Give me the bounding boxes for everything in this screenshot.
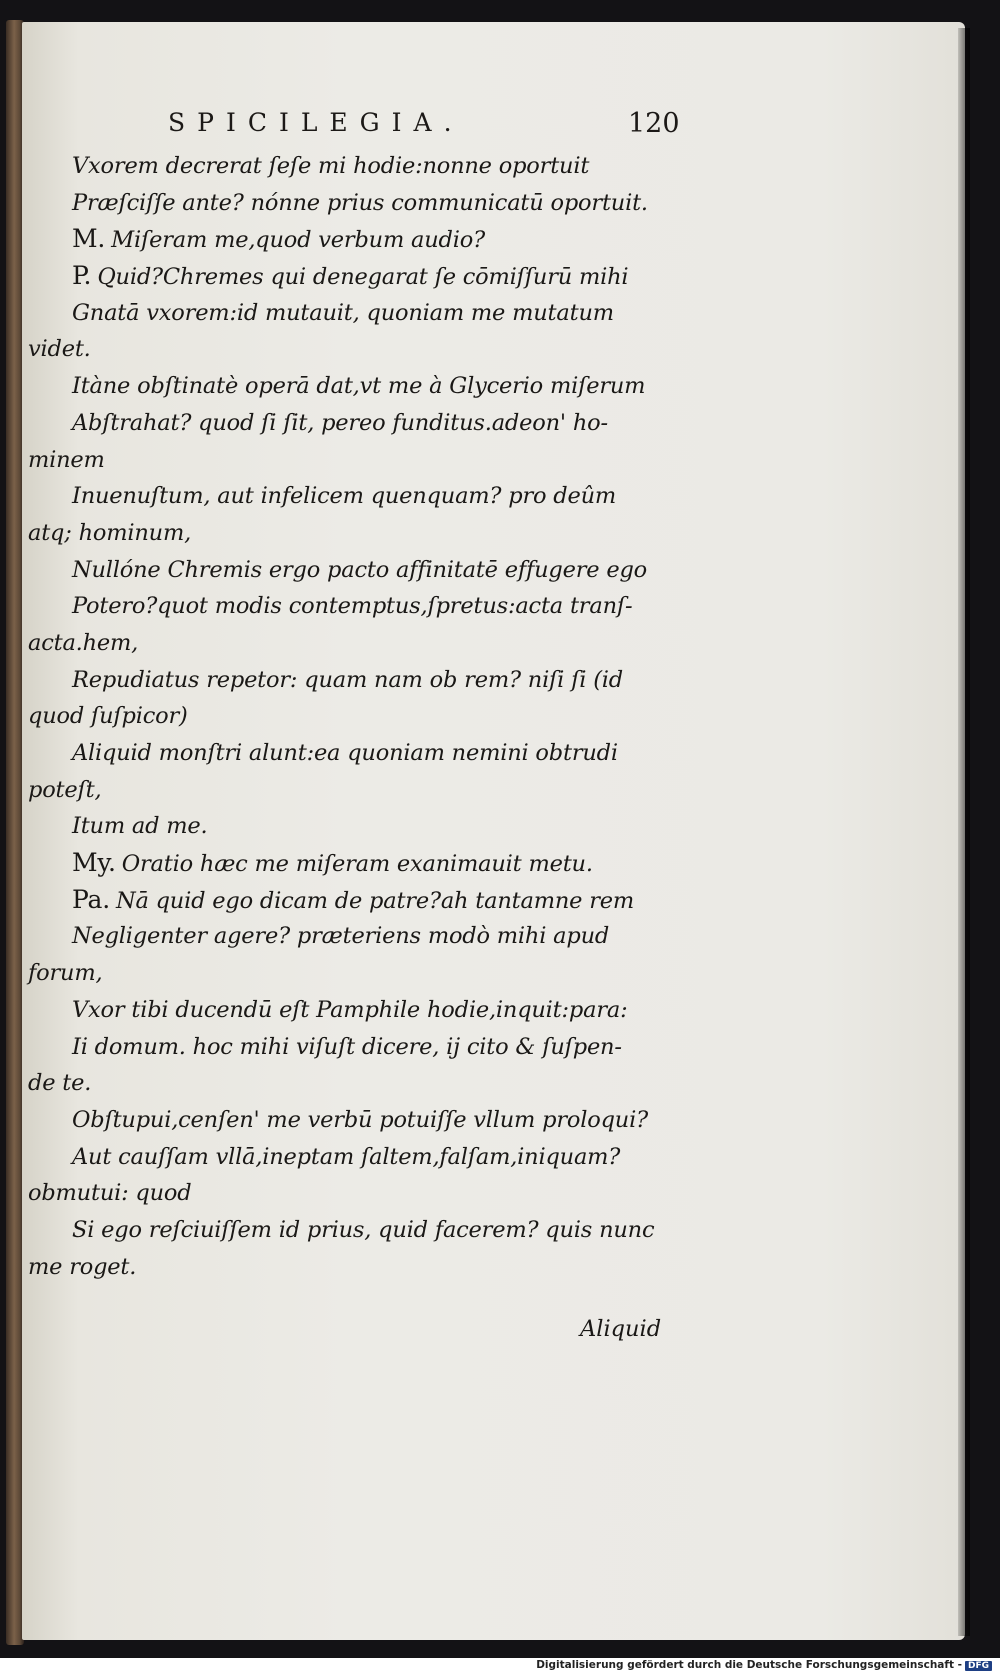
text-line (28, 918, 678, 955)
text-line (28, 698, 678, 735)
text-line (28, 845, 678, 882)
line-text: Oratio hæc me miſeram exanimauit metu. (121, 851, 593, 878)
text-line (28, 1102, 678, 1139)
text-line (28, 662, 678, 699)
line-text: atq; hominum, (28, 519, 192, 546)
text-line (28, 221, 678, 258)
text-line (28, 1212, 678, 1249)
line-text: acta.hem, (28, 629, 139, 656)
line-text: Repudiatus repetor: quam nam ob rem? niſi ſi (id (72, 666, 623, 693)
line-text: me roget. (28, 1253, 137, 1280)
line-text: Aut cauſſam vllā,ineptam ſaltem,falſam,iniquam? (72, 1143, 621, 1170)
text-line (28, 882, 678, 919)
line-text: Gnatā vxorem:id mutauit, quoniam me mutatum (72, 299, 614, 326)
line-text: Inuenuſtum, aut infelicem quenquam? pro deûm (72, 483, 617, 510)
line-text: obmutui: quod (28, 1180, 192, 1207)
line-text: Vxorem decrerat ſeſe mi hodie:nonne oportuit (72, 153, 590, 179)
footer-credit: Digitalisierung gefördert durch die Deutsche Forschungsgemeinschaft - (536, 1659, 962, 1671)
text-line (28, 442, 678, 479)
text-line (28, 552, 678, 589)
line-text: Nā quid ego dicam de patre?ah tantamne rem (115, 887, 634, 914)
text-line (28, 735, 678, 772)
line-text: Itum ad me. (72, 813, 208, 840)
text-line (28, 478, 678, 515)
page-number: 120 (628, 108, 680, 139)
text-line (28, 625, 678, 662)
line-text: poteſt, (28, 776, 102, 803)
speaker-label: My. (72, 848, 116, 878)
text-line (28, 992, 678, 1029)
line-text: Vxor tibi ducendū eſt Pamphile hodie,inquit:para: (72, 996, 628, 1023)
line-text: de te. (28, 1070, 92, 1097)
line-text: Obſtupui,cenſen' me verbū potuiſſe vllum proloqui? (72, 1106, 648, 1133)
running-head (168, 108, 680, 140)
text-line (28, 258, 678, 295)
text-line (28, 1139, 678, 1176)
text-line (28, 772, 678, 809)
dfg-logo: DFG (965, 1661, 992, 1671)
line-text: Si ego reſciuiſſem id prius, quid facerem? quis nunc (72, 1216, 655, 1243)
running-head-title: SPICILEGIA. (168, 108, 464, 137)
text-line (28, 148, 678, 185)
text-line (28, 1065, 678, 1102)
line-text: Ii domum. hoc mihi viſuſt dicere, ij cito & ſuſpen- (72, 1033, 622, 1060)
line-text: Quid?Chremes qui denegarat ſe cōmiſſurū mihi (97, 264, 629, 291)
speaker-label: Pa. (72, 884, 110, 914)
line-text: Potero?quot modis contemptus,ſpretus:acta tranſ- (72, 593, 633, 620)
speaker-label: P. (72, 261, 92, 291)
line-text: Abſtrahat? quod ſi ſit, pereo funditus.adeon' ho- (72, 409, 608, 436)
speaker-label: M. (72, 224, 106, 254)
page-edge-shadow (958, 28, 970, 1636)
text-line (28, 331, 678, 368)
line-text: Præſciſſe ante? nónne prius communicatū oportuit. (72, 189, 648, 216)
text-block (28, 148, 678, 1285)
line-text: Nullóne Chremis ergo pacto affinitatē effugere ego (72, 556, 648, 583)
text-line (28, 808, 678, 845)
text-line (28, 588, 678, 625)
line-text: forum, (28, 960, 103, 987)
text-line (28, 185, 678, 222)
text-line (28, 955, 678, 992)
line-text: videt. (28, 336, 91, 363)
text-line (28, 1029, 678, 1066)
text-line (28, 1249, 678, 1286)
text-line (28, 515, 678, 552)
line-text: Miſeram me,quod verbum audio? (111, 227, 485, 254)
line-text: quod ſuſpicor) (28, 703, 188, 730)
text-line (28, 1175, 678, 1212)
line-text: minem (28, 446, 105, 473)
line-text: Negligenter agere? præteriens modò mihi apud (72, 923, 610, 950)
text-line (28, 368, 678, 405)
text-line (28, 405, 678, 442)
digitization-footer (536, 1659, 992, 1671)
text-line (28, 295, 678, 332)
catchword: Aliquid (580, 1316, 662, 1342)
line-text: Aliquid monſtri alunt:ea quoniam nemini obtrudi (72, 740, 618, 766)
line-text: Itàne obſtinatè operā dat,vt me à Glycerio miſerum (72, 373, 646, 400)
